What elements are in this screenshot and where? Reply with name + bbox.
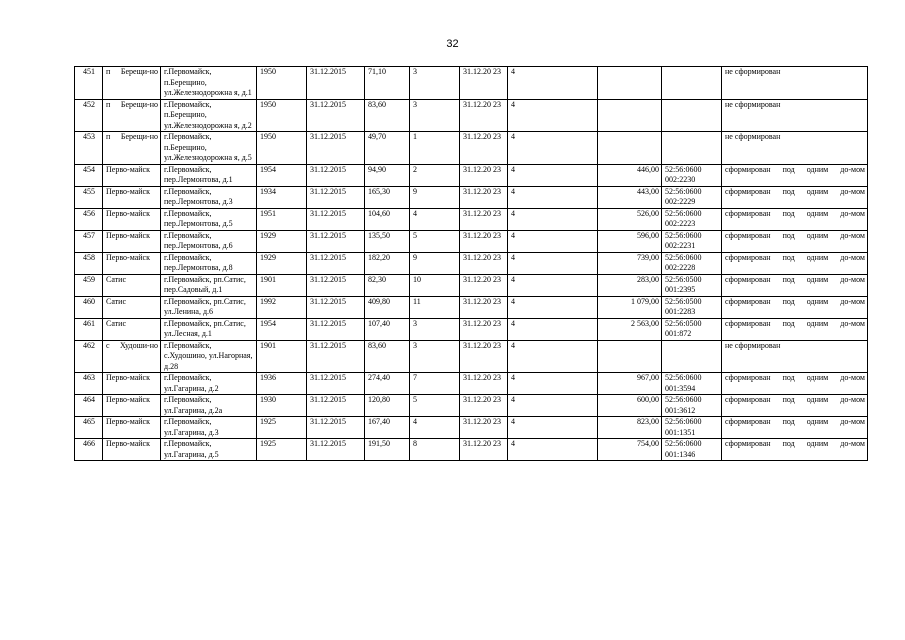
cell-land-status: сформирован под одним до-мом (722, 395, 868, 417)
cell-cadastral-number: 52:56:0600 002:2223 (662, 208, 722, 230)
cell-cadastral-number: 52:56:0600 001:3594 (662, 373, 722, 395)
cell-deadline: 31.12.20 23 (460, 132, 508, 165)
cell-cadastral-number (662, 340, 722, 373)
cell-cadastral-number: 52:56:0600 001:1346 (662, 439, 722, 461)
cell-land-area (598, 132, 662, 165)
cell-code: 4 (508, 318, 598, 340)
cell-code: 4 (508, 395, 598, 417)
cell-address: г.Первомайск, рп.Сатис, пер.Садовый, д.1 (161, 274, 257, 296)
cell-number: 460 (75, 296, 103, 318)
cell-settlement: п Берещи-но (103, 67, 161, 100)
cell-number: 457 (75, 230, 103, 252)
cell-number: 454 (75, 164, 103, 186)
cell-deadline: 31.12.20 23 (460, 274, 508, 296)
cell-land-status: сформирован под одним до-мом (722, 208, 868, 230)
cell-residents: 11 (410, 296, 460, 318)
cell-deadline: 31.12.20 23 (460, 186, 508, 208)
cell-date: 31.12.2015 (307, 208, 365, 230)
cell-land-status: не сформирован (722, 99, 868, 132)
cell-land-status: сформирован под одним до-мом (722, 230, 868, 252)
cell-code: 4 (508, 373, 598, 395)
cell-area: 107,40 (365, 318, 410, 340)
cell-address: г.Первомайск, ул.Гагарина, д.5 (161, 439, 257, 461)
cell-area: 167,40 (365, 417, 410, 439)
cell-cadastral-number: 52:56:0500 001:872 (662, 318, 722, 340)
cell-area: 165,30 (365, 186, 410, 208)
table-row (75, 274, 868, 296)
cell-deadline: 31.12.20 23 (460, 340, 508, 373)
cell-number: 463 (75, 373, 103, 395)
cell-cadastral-number: 52:56:0600 002:2229 (662, 186, 722, 208)
cell-code: 4 (508, 252, 598, 274)
cell-deadline: 31.12.20 23 (460, 417, 508, 439)
cell-year-built: 1954 (257, 164, 307, 186)
cell-residents: 5 (410, 395, 460, 417)
cell-land-area: 526,00 (598, 208, 662, 230)
cell-area: 409,80 (365, 296, 410, 318)
cell-date: 31.12.2015 (307, 296, 365, 318)
cell-address: г.Первомайск, ул.Гагарина, д.2 (161, 373, 257, 395)
cell-land-area: 596,00 (598, 230, 662, 252)
cell-deadline: 31.12.20 23 (460, 373, 508, 395)
cell-area: 49,70 (365, 132, 410, 165)
cell-date: 31.12.2015 (307, 318, 365, 340)
cell-area: 94,90 (365, 164, 410, 186)
cell-cadastral-number: 52:56:0500 001:2283 (662, 296, 722, 318)
cell-settlement: Перво-майск (103, 395, 161, 417)
cell-date: 31.12.2015 (307, 252, 365, 274)
cell-address: г.Первомайск, пер.Лермонтова, д.1 (161, 164, 257, 186)
cell-residents: 8 (410, 439, 460, 461)
cell-year-built: 1951 (257, 208, 307, 230)
cell-residents: 7 (410, 373, 460, 395)
cell-address: г.Первомайск, пер.Лермонтова, д.8 (161, 252, 257, 274)
cell-residents: 3 (410, 318, 460, 340)
cell-land-area: 754,00 (598, 439, 662, 461)
table-row (75, 164, 868, 186)
cell-land-area: 443,00 (598, 186, 662, 208)
cell-number: 465 (75, 417, 103, 439)
cell-deadline: 31.12.20 23 (460, 439, 508, 461)
cell-settlement: Перво-майск (103, 417, 161, 439)
table-row (75, 67, 868, 100)
cell-code: 4 (508, 132, 598, 165)
cell-cadastral-number (662, 67, 722, 100)
cell-residents: 5 (410, 230, 460, 252)
table-row (75, 252, 868, 274)
cell-area: 135,50 (365, 230, 410, 252)
cell-land-status: сформирован под одним до-мом (722, 318, 868, 340)
cell-year-built: 1930 (257, 395, 307, 417)
page-number: 32 (446, 38, 459, 50)
cell-area: 82,30 (365, 274, 410, 296)
cell-cadastral-number: 52:56:0600 001:1351 (662, 417, 722, 439)
cell-deadline: 31.12.20 23 (460, 67, 508, 100)
cell-address: г.Первомайск, пер.Лермонтова, д.3 (161, 186, 257, 208)
cell-land-area: 600,00 (598, 395, 662, 417)
table-row (75, 230, 868, 252)
cell-area: 71,10 (365, 67, 410, 100)
cell-residents: 9 (410, 252, 460, 274)
cell-year-built: 1925 (257, 439, 307, 461)
cell-cadastral-number: 52:56:0600 002:2231 (662, 230, 722, 252)
table-row (75, 186, 868, 208)
table-row (75, 132, 868, 165)
cell-year-built: 1954 (257, 318, 307, 340)
cell-settlement: Перво-майск (103, 164, 161, 186)
cell-address: г.Первомайск, п.Берещино, ул.Железнодорожна я, д.1 (161, 67, 257, 100)
cell-date: 31.12.2015 (307, 340, 365, 373)
table-row (75, 296, 868, 318)
cell-settlement: Перво-майск (103, 439, 161, 461)
cell-land-status: сформирован под одним до-мом (722, 164, 868, 186)
cell-number: 466 (75, 439, 103, 461)
cell-code: 4 (508, 274, 598, 296)
cell-date: 31.12.2015 (307, 99, 365, 132)
cell-code: 4 (508, 340, 598, 373)
cell-land-status: сформирован под одним до-мом (722, 252, 868, 274)
cell-address: г.Первомайск, п.Берещино, ул.Железнодорожна я, д.5 (161, 132, 257, 165)
cell-residents: 10 (410, 274, 460, 296)
cell-land-status: не сформирован (722, 132, 868, 165)
cell-area: 83,60 (365, 340, 410, 373)
cell-number: 456 (75, 208, 103, 230)
cell-number: 461 (75, 318, 103, 340)
table-body (75, 67, 868, 461)
cell-deadline: 31.12.20 23 (460, 208, 508, 230)
cell-year-built: 1936 (257, 373, 307, 395)
cell-residents: 1 (410, 132, 460, 165)
cell-number: 464 (75, 395, 103, 417)
table-row (75, 318, 868, 340)
cell-date: 31.12.2015 (307, 67, 365, 100)
cell-address: г.Первомайск, п.Берещино, ул.Железнодорожна я, д.2 (161, 99, 257, 132)
cell-number: 452 (75, 99, 103, 132)
cell-settlement: Сатис (103, 274, 161, 296)
table-row (75, 208, 868, 230)
cell-area: 274,40 (365, 373, 410, 395)
cell-land-area: 739,00 (598, 252, 662, 274)
cell-land-area: 823,00 (598, 417, 662, 439)
cell-land-area: 1 079,00 (598, 296, 662, 318)
cell-date: 31.12.2015 (307, 132, 365, 165)
cell-area: 83,60 (365, 99, 410, 132)
cell-address: г.Первомайск, с.Худошино, ул.Нагорная, д.28 (161, 340, 257, 373)
cell-year-built: 1992 (257, 296, 307, 318)
registry-table (74, 66, 868, 461)
cell-deadline: 31.12.20 23 (460, 395, 508, 417)
cell-year-built: 1901 (257, 274, 307, 296)
cell-land-status: сформирован под одним до-мом (722, 417, 868, 439)
cell-year-built: 1934 (257, 186, 307, 208)
cell-number: 459 (75, 274, 103, 296)
cell-address: г.Первомайск, пер.Лермонтова, д.6 (161, 230, 257, 252)
cell-settlement: Перво-майск (103, 208, 161, 230)
cell-cadastral-number (662, 132, 722, 165)
cell-settlement: Сатис (103, 296, 161, 318)
cell-number: 455 (75, 186, 103, 208)
cell-date: 31.12.2015 (307, 395, 365, 417)
cell-residents: 4 (410, 208, 460, 230)
cell-residents: 3 (410, 340, 460, 373)
cell-land-status: сформирован под одним до-мом (722, 296, 868, 318)
cell-area: 120,80 (365, 395, 410, 417)
cell-address: г.Первомайск, пер.Лермонтова, д.5 (161, 208, 257, 230)
cell-area: 104,60 (365, 208, 410, 230)
cell-land-status: не сформирован (722, 67, 868, 100)
cell-area: 182,20 (365, 252, 410, 274)
cell-address: г.Первомайск, рп.Сатис, ул.Ленина, д.6 (161, 296, 257, 318)
cell-date: 31.12.2015 (307, 439, 365, 461)
cell-address: г.Первомайск, рп.Сатис, ул.Лесная, д.1 (161, 318, 257, 340)
cell-number: 453 (75, 132, 103, 165)
cell-code: 4 (508, 439, 598, 461)
table-row (75, 417, 868, 439)
cell-residents: 3 (410, 99, 460, 132)
cell-date: 31.12.2015 (307, 373, 365, 395)
cell-cadastral-number: 52:56:0600 002:2230 (662, 164, 722, 186)
cell-address: г.Первомайск, ул.Гагарина, д.3 (161, 417, 257, 439)
cell-residents: 9 (410, 186, 460, 208)
cell-land-area (598, 99, 662, 132)
cell-year-built: 1901 (257, 340, 307, 373)
cell-year-built: 1929 (257, 230, 307, 252)
cell-year-built: 1929 (257, 252, 307, 274)
cell-cadastral-number: 52:56:0600 002:2228 (662, 252, 722, 274)
cell-year-built: 1950 (257, 67, 307, 100)
cell-address: г.Первомайск, ул.Гагарина, д.2а (161, 395, 257, 417)
cell-code: 4 (508, 67, 598, 100)
cell-land-status: сформирован под одним до-мом (722, 186, 868, 208)
cell-settlement: с Худоши-но (103, 340, 161, 373)
cell-date: 31.12.2015 (307, 186, 365, 208)
cell-land-area: 283,00 (598, 274, 662, 296)
cell-cadastral-number: 52:56:0600 001:3612 (662, 395, 722, 417)
cell-year-built: 1925 (257, 417, 307, 439)
cell-deadline: 31.12.20 23 (460, 318, 508, 340)
table-row (75, 439, 868, 461)
cell-number: 458 (75, 252, 103, 274)
table-row (75, 99, 868, 132)
cell-land-status: сформирован под одним до-мом (722, 373, 868, 395)
cell-settlement: Сатис (103, 318, 161, 340)
cell-number: 462 (75, 340, 103, 373)
cell-date: 31.12.2015 (307, 164, 365, 186)
cell-residents: 2 (410, 164, 460, 186)
cell-year-built: 1950 (257, 99, 307, 132)
cell-cadastral-number (662, 99, 722, 132)
cell-number: 451 (75, 67, 103, 100)
table-row (75, 373, 868, 395)
cell-deadline: 31.12.20 23 (460, 99, 508, 132)
cell-land-status: сформирован под одним до-мом (722, 274, 868, 296)
cell-code: 4 (508, 208, 598, 230)
cell-year-built: 1950 (257, 132, 307, 165)
cell-settlement: п Берещи-но (103, 132, 161, 165)
cell-land-area (598, 340, 662, 373)
cell-deadline: 31.12.20 23 (460, 230, 508, 252)
cell-settlement: Перво-майск (103, 252, 161, 274)
cell-settlement: п Берещи-но (103, 99, 161, 132)
cell-deadline: 31.12.20 23 (460, 164, 508, 186)
cell-code: 4 (508, 417, 598, 439)
cell-cadastral-number: 52:56:0500 001:2395 (662, 274, 722, 296)
cell-land-area: 2 563,00 (598, 318, 662, 340)
table-row (75, 395, 868, 417)
cell-date: 31.12.2015 (307, 417, 365, 439)
cell-settlement: Перво-майск (103, 186, 161, 208)
cell-land-status: не сформирован (722, 340, 868, 373)
cell-settlement: Перво-майск (103, 230, 161, 252)
cell-area: 191,50 (365, 439, 410, 461)
cell-date: 31.12.2015 (307, 230, 365, 252)
cell-deadline: 31.12.20 23 (460, 296, 508, 318)
cell-residents: 4 (410, 417, 460, 439)
cell-land-area: 446,00 (598, 164, 662, 186)
cell-land-status: сформирован под одним до-мом (722, 439, 868, 461)
cell-code: 4 (508, 99, 598, 132)
cell-residents: 3 (410, 67, 460, 100)
cell-deadline: 31.12.20 23 (460, 252, 508, 274)
cell-date: 31.12.2015 (307, 274, 365, 296)
cell-code: 4 (508, 296, 598, 318)
table-row (75, 340, 868, 373)
cell-code: 4 (508, 164, 598, 186)
cell-settlement: Перво-майск (103, 373, 161, 395)
cell-code: 4 (508, 230, 598, 252)
cell-land-area: 967,00 (598, 373, 662, 395)
cell-land-area (598, 67, 662, 100)
cell-code: 4 (508, 186, 598, 208)
